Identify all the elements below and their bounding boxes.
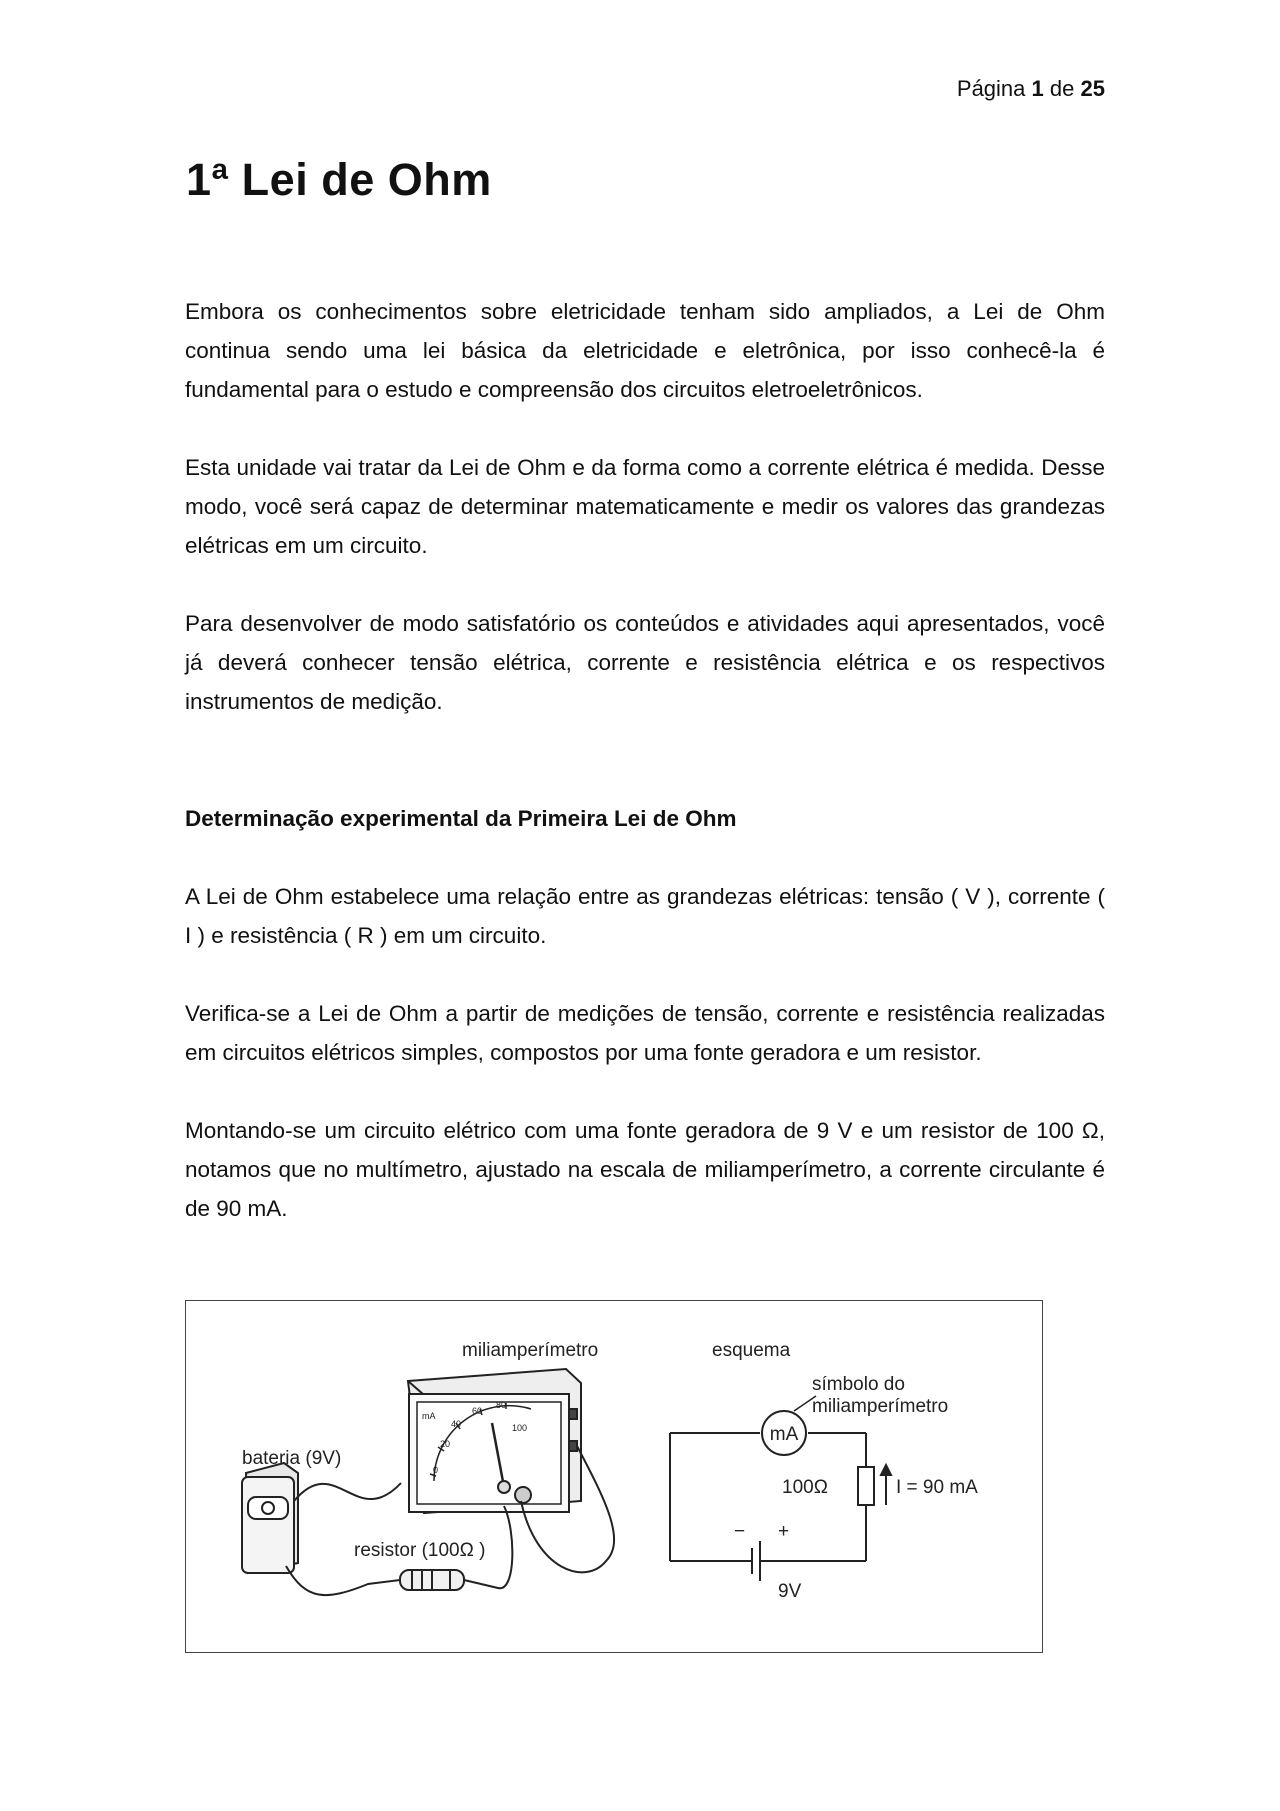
ammeter-symbol-label: mA	[769, 1424, 799, 1445]
battery-minus-label: −	[734, 1521, 746, 1542]
meter-drawing	[408, 1369, 581, 1513]
section-paragraph-3: Montando-se um circuito elétrico com uma fonte geradora de 9 V e um resistor de 100 Ω, notamos que no multímetro, ajustado na escala de miliamperímetro, a corrente circulante é de 90 mA.	[185, 1118, 1105, 1221]
page-number-total: 25	[1080, 76, 1105, 101]
battery-plus-label: +	[778, 1521, 790, 1542]
section-paragraph-1: A Lei de Ohm estabelece uma relação entre as grandezas elétricas: tensão ( V ), corrente ( I ) e resistência ( R ) em um circuito.	[185, 884, 1105, 948]
page-number-separator: de	[1049, 76, 1075, 101]
meter-unit-label: mA	[422, 1411, 436, 1421]
intro-paragraph-1: Embora os conhecimentos sobre eletricidade tenham sido ampliados, a Lei de Ohm continua sendo uma lei básica da eletricidade e eletrônica, por isso conhecê-la é fundamental para o estudo e compreensão dos circuitos eletroeletrônicos.	[185, 299, 1105, 402]
circuit-figure	[185, 1300, 1043, 1653]
body-text	[185, 292, 1105, 1267]
intro-paragraph-3: Para desenvolver de modo satisfatório os conteúdos e atividades aqui apresentados, você já deverá conhecer tensão elétrica, corrente e resistência elétrica e os respectivos instrumentos de medição.	[185, 611, 1105, 714]
voltage-label: 9V	[778, 1581, 802, 1602]
resistance-label: 100Ω	[782, 1477, 828, 1498]
meter-scale-label-20: 20	[440, 1439, 451, 1449]
symbol-label-line1: símbolo do	[812, 1374, 905, 1395]
symbol-label-line2: miliamperímetro	[812, 1396, 949, 1417]
circuit-illustration	[186, 1301, 1044, 1654]
meter-scale-label-40: 40	[451, 1419, 462, 1429]
meter-scale-label-100: 100	[512, 1423, 528, 1433]
page-number-prefix: Página	[956, 76, 1026, 101]
section-heading: Determinação experimental da Primeira Lei de Ohm	[185, 806, 737, 831]
meter-label: miliamperímetro	[462, 1340, 599, 1361]
section-paragraph-2: Verifica-se a Lei de Ohm a partir de medições de tensão, corrente e resistência realizadas em circuitos elétricos simples, compostos por uma fonte geradora e um resistor.	[185, 1001, 1105, 1065]
battery-drawing	[242, 1463, 298, 1573]
page-number-current: 1	[1031, 76, 1044, 101]
intro-paragraph-2: Esta unidade vai tratar da Lei de Ohm e da forma como a corrente elétrica é medida. Desse modo, você será capaz de determinar matematicamente e medir os valores das grandezas elétricas em um circuito.	[185, 455, 1105, 558]
battery-label: bateria (9V)	[242, 1448, 342, 1469]
resistor-drawing	[400, 1570, 464, 1590]
page-title: 1ª Lei de Ohm	[186, 154, 492, 205]
schema-label: esquema	[712, 1340, 791, 1361]
current-label: I = 90 mA	[896, 1477, 978, 1498]
resistor-label: resistor (100Ω )	[354, 1540, 486, 1561]
page-number	[800, 76, 1105, 102]
meter-scale-label-60: 60	[472, 1406, 483, 1416]
meter-scale-label-80: 80	[496, 1400, 507, 1410]
meter-scale-label-0: 0	[433, 1465, 439, 1475]
